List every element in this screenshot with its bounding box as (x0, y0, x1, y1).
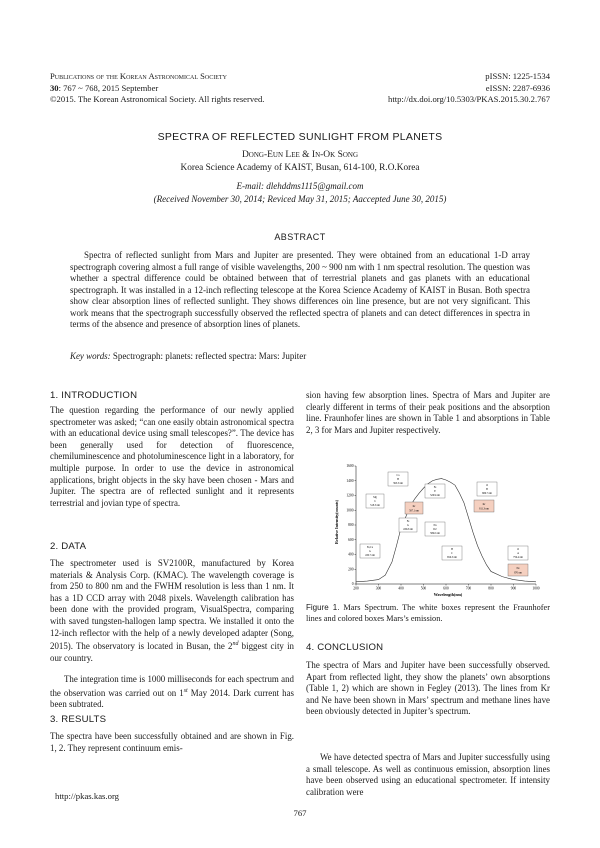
annotation-label: Kr (412, 504, 416, 508)
results-heading: 3. RESULTS (50, 714, 107, 725)
y-tick-label: 1400 (346, 478, 354, 483)
eissn: eISSN: 2287-6936 (485, 82, 550, 93)
annotation-label: G (407, 524, 409, 528)
annotation-box (366, 494, 384, 508)
affiliation: Korea Science Academy of KAIST, Busan, 614-100, R.O.Korea (180, 163, 420, 173)
data-paragraph-1: The spectrometer used is SV2100R, manufactured by Korea materials & Analysis Corp. (KMAC). The wavelength coverage is from 250 to 800 nm and the FWHM resolution is less than 1 nm. It has a 1D CCD array with 2048 pixels. Wavelength calibration has been done with the provided program, VisualSpectra, comparing with saved tungsten-hallogen lamp spectra. We installed it onto the 12-inch reflector with the help of a newly developed adapter (Song, 2015). The observatory is located in Busan, the 2nd biggest city in our country. (50, 558, 294, 663)
annotation-label: C (451, 552, 453, 556)
mars-spectrum-chart (330, 460, 542, 598)
y-tick-label: 800 (348, 523, 354, 528)
annotation-box (425, 484, 445, 498)
volume-pages: 30: 767 ~ 768, 2015 September (50, 82, 159, 93)
y-tick-label: 600 (348, 537, 354, 542)
annotation-label: Ca (396, 474, 400, 478)
y-tick-label: 1000 (346, 508, 354, 513)
annotation-box (360, 544, 380, 558)
x-tick-label: 200 (353, 586, 359, 591)
annotation-label: 393.3 nm (393, 481, 403, 485)
annotation-label: E (434, 490, 436, 494)
x-tick-label: 800 (488, 586, 494, 591)
x-tick-label: 300 (375, 586, 382, 591)
annotation-label: Fe (433, 486, 437, 490)
authors: Dong-Eun Lee & In-Ok Song (241, 150, 359, 160)
annotation-label: G (369, 550, 371, 554)
results-text-left: The spectra have been successfully obtained and are shown in Fig. 1, 2. They represent continuum emis- (50, 731, 294, 753)
annotation-label: 518.3 nm (370, 503, 380, 507)
annotation-box (477, 482, 497, 496)
results-text-right: sion having few absorption lines. Spectra of Mars and Jupiter are clearly different in terms of their peak positions and the absorption line. Fraunhofer lines are shown in Table 1 and absorptions in Table 2, 3 for Mars and Jupiter respectively. (306, 390, 550, 435)
annotation-label: 686.7 nm (482, 491, 492, 495)
annotation-label: 811.3 nm (479, 507, 489, 511)
conclusion-paragraph-1: The spectra of Mars and Jupiter have been successfully observed. Apart from reflected light, they show the planets’ own absorptions (Table 1, 2) which are shown in Fegley (2013). The lines from Kr and Ne have been shown in Mars’ spectrum and methane lines have been obviously detected in Jupiter’s spectrum. (306, 660, 550, 717)
conclusion-heading: 4. CONCLUSION (306, 642, 384, 653)
keywords (70, 351, 530, 361)
annotation-box (425, 522, 445, 536)
annotation-label: Fe,Ca (366, 546, 374, 550)
x-tick-label: 1000 (532, 586, 540, 591)
annotation-box (399, 518, 417, 532)
figure-caption-text: Mars Spectrum. The white boxes represent the Fraunhofer lines and colored boxes Mars’s emission. (306, 603, 550, 623)
annotation-label: A (517, 552, 519, 556)
email[interactable]: E-mail: dlehddms1115@gmail.com (236, 181, 364, 191)
paper-title: SPECTRA OF REFLECTED SUNLIGHT FROM PLANETS (157, 131, 443, 143)
x-tick-label: 500 (420, 586, 427, 591)
x-tick-label: 700 (465, 586, 472, 591)
keywords-label: Key words: (70, 351, 111, 361)
copyright: ©2015. The Korean Astronomical Society. All rights reserved. (50, 94, 265, 104)
figure-1 (330, 460, 542, 598)
annotation-label: Kr (482, 502, 486, 506)
annotation-box (508, 546, 528, 560)
conclusion-paragraph-2: We have detected spectra of Mars and Jupiter successfully using a small telescope. As well as continuous emission, absorption lines have been observed using an educational spectrometer. If intensity calibration were (306, 752, 550, 797)
annotation-label: 526.9 nm (430, 493, 440, 497)
y-axis-label: Relative Intensity(counts) (334, 500, 339, 544)
annotation-label: 587.1 nm (409, 509, 419, 513)
abstract-text: Spectra of reflected sunlight from Mars and Jupiter are presented. They were obtained from an educational 1-D array spectrograph covering almost a full range of visible wavelengths, 200 ~ 900 nm with 1 nm spectral resolution. The question was whether a spectral difference could be obtained between that of terrestrial planets and gas planets with an educational spectrograph. It was installed in a 12-inch reflecting telescope at the Korea Science Academy of KAIST in Busan. Both spectra show clear absorption lines of reflected sunlight. They shows differences oin line presence, but are not very significant. This work means that the spectrograph successfully observed the reflected spectra of planets and can detect differences in spectra in terms of the absence and presence of absorption lines of planets. (70, 250, 530, 329)
annotation-label: O (517, 548, 519, 552)
annotation-label: 759.4 nm (513, 555, 523, 559)
annotation-label: 430.7 nm (365, 553, 375, 557)
annotation-box (405, 502, 423, 514)
annotation-label: Mg (373, 496, 377, 500)
annotation-box (474, 500, 494, 512)
y-tick-label: 1200 (346, 493, 354, 498)
abstract-heading: ABSTRACT (274, 232, 326, 242)
annotation-label: B (486, 488, 488, 492)
x-axis-label: Wavelength(nm) (433, 592, 463, 597)
keywords-text: Spectrograph: planets: reflected spectra: Mars: Jupiter (112, 351, 307, 361)
annotation-label: H (397, 478, 399, 482)
annotation-label: b (374, 500, 376, 504)
annotation-label: Fe (406, 520, 410, 524)
pissn: pISSN: 1225-1534 (485, 71, 550, 81)
y-tick-label: 200 (348, 567, 354, 572)
intro-text: The question regarding the performance of our newly applied spectrometer was asked; “can one easily obtain astronomical spectra with an educational device using small telescopes?”. The device has been generally used for detection of fluorescence, chemiluminescence and photoluminescence light in a laboratory, for multiple purpose. In order to use the device in astronomical applications, bright objects in the sky have been chosen - Mars and Jupiter. The spectra are of reflected sunlight and it represents terrestrial and jovian type of spectra. (50, 405, 294, 508)
y-tick-label: 0 (351, 582, 354, 587)
journal-name: Publications of the Korean Astronomical Society (50, 71, 227, 81)
annotation-label: 430.8 nm (403, 527, 413, 531)
intro-heading: 1. INTRODUCTION (50, 390, 138, 401)
annotation-label: 656.3 nm (447, 555, 457, 559)
received-dates: (Received November 30, 2014; Reviced May 31, 2015; Aaccepted June 30, 2015) (153, 194, 447, 204)
annotation-label: O (486, 484, 488, 488)
footer-url[interactable]: http://pkas.kas.org (55, 791, 120, 801)
figure-caption (306, 602, 550, 624)
x-tick-label: 600 (443, 586, 449, 591)
doi-link[interactable]: http://dx.doi.org/10.5303/PKAS.2015.30.2.767 (388, 94, 550, 104)
running-header-right (290, 71, 550, 106)
annotation-label: D2 (433, 528, 437, 532)
page-number: 767 (293, 808, 307, 818)
y-tick-label: 400 (348, 552, 354, 557)
data-heading: 2. DATA (50, 541, 87, 552)
annotation-label: H (451, 548, 453, 552)
figure-label: Figure 1. (306, 603, 340, 612)
data-paragraph-2: The integration time is 1000 milliseconds for each spectrum and the observation was carried out on 1st May 2014. Dark current has been subtrated. (50, 674, 294, 710)
annotation-box (388, 472, 408, 486)
x-tick-label: 400 (398, 586, 404, 591)
y-tick-label: 1600 (346, 464, 354, 469)
annotation-box (508, 564, 528, 576)
annotation-label: 870 nm (514, 571, 522, 575)
annotation-label: Na (433, 524, 437, 528)
annotation-label: Ne (516, 566, 520, 570)
annotation-label: 589.0 nm (430, 531, 440, 535)
annotation-box (442, 546, 462, 560)
x-tick-label: 900 (510, 586, 517, 591)
